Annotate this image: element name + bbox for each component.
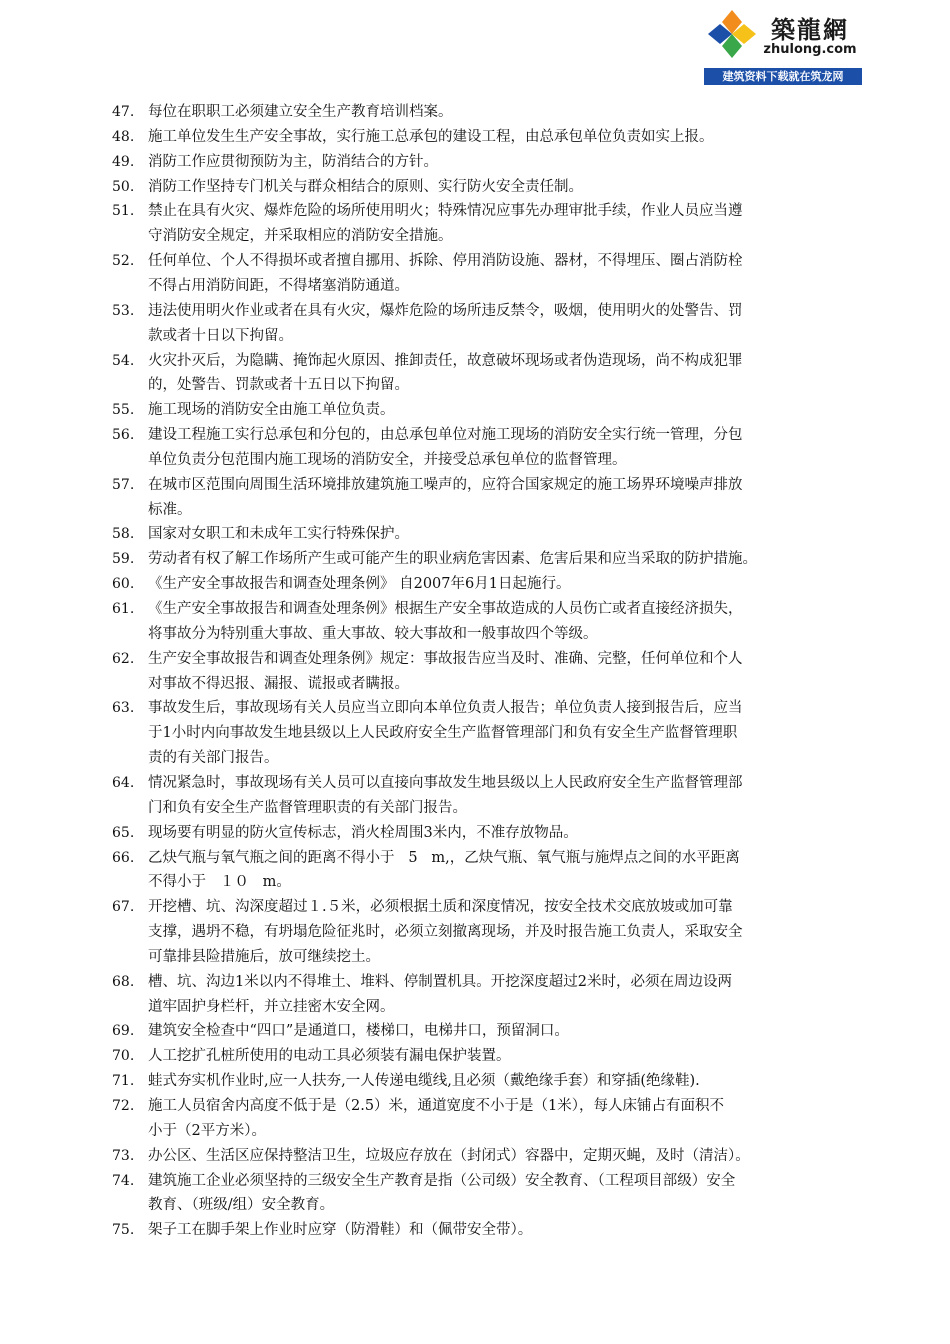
- item-number: 68.: [112, 973, 135, 990]
- item-text-line: 于1小时内向事故发生地县级以上人民政府安全生产监督管理部门和负有安全生产监督管理职: [148, 725, 738, 742]
- item-number: 67.: [112, 899, 135, 916]
- item-text-line: 款或者十日以下拘留。: [148, 327, 293, 344]
- item-text-line: 办公区、生活区应保持整洁卫生，垃圾应存放在（封闭式）容器中，定期灭蝇，及时（清洁）。: [148, 1147, 750, 1164]
- item-number: 72.: [112, 1098, 135, 1114]
- logo-domain: zhulong.com: [763, 42, 857, 57]
- item-number: 57.: [112, 476, 135, 493]
- item-number: 69.: [112, 1023, 135, 1040]
- item-text-line: 建设工程施工实行总承包和分包的，由总承包单位对施工现场的消防安全实行统一管理，分包: [148, 427, 743, 444]
- zhulong-logo: [704, 6, 862, 84]
- item-text-line: 标准。: [148, 501, 192, 518]
- item-number: 50.: [112, 178, 135, 195]
- item-text-line: 门和负有安全生产监督管理职责的有关部门报告。: [148, 799, 467, 816]
- item-text-line: 的，处警告、罚款或者十五日以下拘留。: [148, 377, 409, 394]
- item-text-line: 人工挖扩孔桩所使用的电动工具必须装有漏电保护装置。: [148, 1048, 511, 1065]
- item-text-line: 《生产安全事故报告和调查处理条例》根据生产安全事故造成的人员伤亡或者直接经济损失，: [148, 601, 743, 617]
- item-number: 54.: [112, 352, 135, 369]
- item-number: 70.: [112, 1048, 135, 1065]
- item-number: 63.: [112, 700, 135, 717]
- item-number: 62.: [112, 650, 135, 667]
- logo-top: [704, 6, 862, 66]
- item-number: 61.: [112, 601, 135, 617]
- item-number: 75.: [112, 1222, 135, 1239]
- item-text-line: 乙炔气瓶与氧气瓶之间的距离不得小于 5 m,，乙炔气瓶、氧气瓶与施焊点之间的水平距离: [148, 849, 740, 866]
- item-text-line: 每位在职职工必须建立安全生产教育培训档案。: [148, 104, 453, 120]
- item-text-line: 责的有关部门报告。: [148, 750, 279, 767]
- item-text-line: 建筑施工企业必须坚持的三级安全生产教育是指（公司级）安全教育、（工程项目部级）安全: [148, 1172, 736, 1189]
- item-text-line: 道牢固护身栏杆，并立挂密木安全网。: [148, 998, 395, 1015]
- item-text-line: 教育、（班级/组）安全教育。: [148, 1197, 335, 1214]
- item-text-line: 生产安全事故报告和调查处理条例》规定：事故报告应当及时、准确、完整，任何单位和个人: [148, 650, 743, 667]
- item-number: 56.: [112, 427, 135, 444]
- item-number: 51.: [112, 203, 135, 220]
- item-text-line: 单位负责分包范围内施工现场的消防安全，并接受总承包单位的监督管理。: [148, 451, 627, 468]
- item-number: 58.: [112, 526, 135, 543]
- item-text-line: 国家对女职工和未成年工实行特殊保护。: [148, 526, 409, 543]
- item-number: 48.: [112, 128, 135, 145]
- item-number: 49.: [112, 153, 135, 170]
- item-text-line: 任何单位、个人不得损坏或者擅自挪用、拆除、停用消防设施、器材，不得埋压、圈占消防栓: [148, 253, 743, 270]
- item-text-line: 架子工在脚手架上作业时应穿（防滑鞋）和（佩带安全带）。: [148, 1222, 533, 1239]
- item-text-line: 可靠排县险措施后，放可继续挖土。: [148, 948, 380, 965]
- item-text-line: 守消防安全规定，并采取相应的消防安全措施。: [148, 228, 453, 245]
- item-text-line: 现场要有明显的防火宣传标志，消火栓周围3米内，不准存放物品。: [148, 824, 578, 841]
- item-text-line: 施工单位发生生产安全事故，实行施工总承包的建设工程，由总承包单位负责如实上报。: [148, 128, 714, 145]
- item-number: 59.: [112, 551, 135, 568]
- item-text-line: 消防工作应贯彻预防为主，防消结合的方针。: [148, 153, 438, 170]
- logo-slogan: 建筑资料下载就在筑龙网: [704, 68, 862, 85]
- item-text-line: 情况紧急时，事故现场有关人员可以直接向事故发生地县级以上人民政府安全生产监督管理部: [148, 774, 743, 791]
- item-text-line: 违法使用明火作业或者在具有火灾，爆炸危险的场所违反禁令，吸烟，使用明火的处警告、罚: [148, 302, 743, 319]
- item-number: 65.: [112, 824, 135, 841]
- item-text-line: 火灾扑灭后，为隐瞒、掩饰起火原因、推卸责任，故意破坏现场或者伪造现场，尚不构成犯罪: [148, 352, 743, 369]
- item-number: 73.: [112, 1147, 135, 1164]
- item-text-line: 在城市区范围向周围生活环境排放建筑施工噪声的，应符合国家规定的施工场界环境噪声排放: [148, 476, 743, 493]
- item-number: 52.: [112, 253, 135, 270]
- logo-mark-icon: [706, 8, 758, 64]
- item-text-line: 小于（2平方米）。: [148, 1122, 266, 1139]
- item-number: 47.: [112, 104, 135, 120]
- item-text-line: 支撑，遇坍不稳，有坍塌危险征兆时，必须立刻撤离现场，并及时报告施工负责人，采取安全: [148, 924, 743, 941]
- item-number: 71.: [112, 1073, 135, 1090]
- item-text-line: 槽、坑、沟边1米以内不得堆土、堆料、停制置机具。开挖深度超过2米时，必须在周边设两: [148, 973, 732, 990]
- item-number: 66.: [112, 849, 135, 866]
- item-text-line: 将事故分为特别重大事故、重大事故、较大事故和一般事故四个等级。: [148, 625, 598, 642]
- item-text-line: 不得小于 １０ m。: [148, 874, 291, 891]
- item-number: 64.: [112, 774, 135, 791]
- item-text-line: 对事故不得迟报、漏报、谎报或者瞒报。: [148, 675, 409, 692]
- item-text-line: 《生产安全事故报告和调查处理条例》 自2007年6月1日起施行。: [148, 576, 571, 593]
- item-text-line: 开挖槽、坑、沟深度超过１.５米，必须根据土质和深度情况，按安全技术交底放坡或加可靠: [148, 899, 733, 916]
- item-text-line: 蛙式夯实机作业时,应一人扶夯,一人传递电缆线,且必须（戴绝缘手套）和穿插(绝缘鞋).: [148, 1073, 700, 1090]
- item-number: 60.: [112, 576, 135, 593]
- logo-brand: 築龍網: [771, 15, 849, 44]
- item-text-line: 禁止在具有火灾、爆炸危险的场所使用明火；特殊情况应事先办理审批手续，作业人员应当遵: [148, 203, 743, 220]
- item-text-line: 事故发生后，事故现场有关人员应当立即向本单位负责人报告；单位负责人接到报告后，应当: [148, 700, 743, 717]
- item-text-line: 建筑安全检查中“四口”是通道口，楼梯口，电梯井口，预留洞口。: [148, 1023, 569, 1040]
- item-text-line: 消防工作坚持专门机关与群众相结合的原则、实行防火安全责任制。: [148, 178, 583, 195]
- item-number: 55.: [112, 402, 135, 419]
- item-text-line: 不得占用消防间距，不得堵塞消防通道。: [148, 277, 409, 294]
- item-number: 53.: [112, 302, 135, 319]
- item-text-line: 劳动者有权了解工作场所产生或可能产生的职业病危害因素、危害后果和应当采取的防护措施。: [148, 551, 757, 568]
- item-text-line: 施工现场的消防安全由施工单位负责。: [148, 402, 395, 419]
- item-text-line: 施工人员宿舍内高度不低于是（2.5）米，通道宽度不小于是（1米），每人床铺占有面积不: [148, 1098, 725, 1114]
- item-number: 74.: [112, 1172, 135, 1189]
